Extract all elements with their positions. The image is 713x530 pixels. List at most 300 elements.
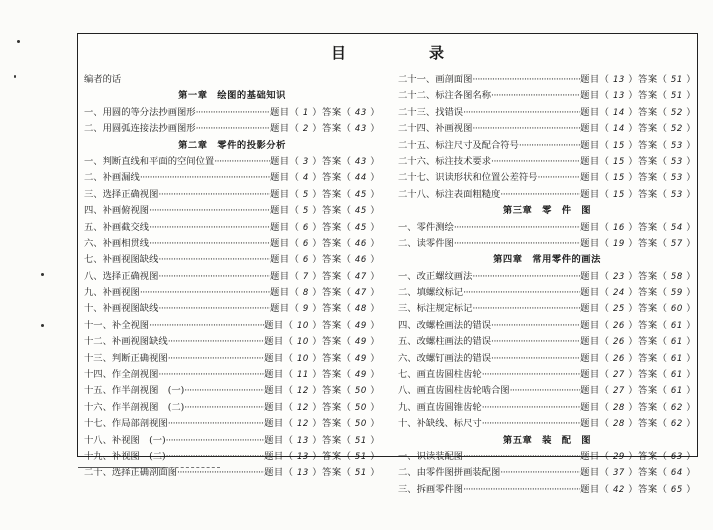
entry-title: 标注尺寸及配合符号 [435, 139, 519, 151]
answer-page: 63 [670, 451, 683, 462]
problem-label: 题目 [264, 319, 284, 331]
dot-leader [491, 318, 580, 334]
answer-label: 答案 [638, 369, 658, 381]
problem-page: 26 [612, 320, 625, 331]
entry-title: 由零件图拼画装配图 [416, 467, 501, 479]
entry-reference: 题目（ 5 ）答案（ 45 ） [269, 205, 380, 217]
entry-reference: 题目（ 12 ）答案（ 50 ） [264, 385, 380, 397]
toc-entry [84, 203, 380, 219]
problem-label: 题目 [269, 188, 290, 200]
toc-entry [398, 220, 696, 236]
answer-label: 答案 [638, 385, 658, 397]
answer-page: 52 [670, 124, 683, 135]
entry-number: 六、 [84, 237, 103, 249]
entry-reference: 题目（ 13 ）答案（ 51 ） [264, 467, 380, 479]
problem-label: 题目 [580, 188, 600, 200]
entry-number: 一、 [84, 155, 103, 167]
answer-page: 53 [670, 173, 683, 184]
entry-reference: 题目（ 23 ）答案（ 58 ） [580, 270, 696, 282]
toc-entry [398, 367, 696, 383]
toc-entry [398, 72, 696, 88]
answer-label: 答案 [638, 139, 658, 151]
answer-page: 50 [354, 419, 367, 430]
entry-reference: 题目（ 16 ）答案（ 54 ） [580, 221, 696, 233]
toc-entry [84, 301, 380, 317]
problem-label: 题目 [264, 401, 284, 413]
toc-entry [84, 252, 380, 268]
answer-label: 答案 [638, 467, 658, 479]
dot-leader [168, 416, 264, 432]
page-title: 目 录 [330, 44, 478, 62]
toc-entry [398, 269, 696, 285]
dot-leader [491, 351, 580, 367]
answer-page: 49 [354, 353, 367, 364]
answer-page: 45 [354, 206, 367, 217]
entry-number: 十八、 [84, 434, 112, 446]
answer-page: 47 [354, 271, 367, 282]
problem-page: 12 [296, 386, 309, 397]
toc-entry [398, 318, 696, 334]
problem-page: 19 [612, 238, 625, 249]
answer-page: 53 [670, 156, 683, 167]
problem-label: 题目 [580, 90, 600, 102]
entry-number: 九、 [398, 401, 417, 413]
entry-title: 补画视图缺线 [102, 254, 159, 266]
problem-label: 题目 [269, 205, 290, 217]
entry-number: 二、 [398, 467, 417, 479]
entry-number: 二十六、 [398, 155, 436, 167]
toc-entry [398, 121, 696, 137]
entry-reference: 题目（ 11 ）答案（ 49 ） [264, 369, 380, 381]
problem-page: 6 [302, 255, 309, 266]
dot-leader [196, 105, 270, 121]
answer-label: 答案 [322, 352, 342, 364]
toc-entry [398, 465, 696, 481]
problem-label: 题目 [580, 155, 600, 167]
dot-leader [166, 449, 264, 465]
entry-title: 标注技术要求 [435, 155, 491, 167]
entry-number: 二、 [398, 287, 417, 299]
problem-page: 10 [296, 337, 309, 348]
problem-page: 13 [296, 468, 309, 479]
dot-leader [463, 482, 580, 498]
problem-label: 题目 [580, 450, 600, 462]
toc-entry [398, 88, 696, 104]
entry-reference: 题目（ 8 ）答案（ 47 ） [269, 287, 380, 299]
problem-page: 9 [302, 304, 309, 315]
entry-number: 十四、 [84, 369, 112, 381]
entry-reference: 题目（ 26 ）答案（ 61 ） [580, 319, 696, 331]
problem-page: 15 [612, 173, 625, 184]
toc-entry [84, 236, 380, 252]
entry-title: 补画相贯线 [102, 237, 150, 249]
entry-number: 四、 [84, 205, 103, 217]
toc-entry [84, 105, 380, 121]
problem-page: 13 [296, 451, 309, 462]
chapter-heading: 第一章 绘图的基础知识 [178, 90, 286, 102]
toc-entry [398, 170, 696, 186]
entry-title: 画直齿圆柱齿轮啮合图 [416, 385, 510, 397]
entry-number: 三、 [398, 483, 417, 495]
answer-label: 答案 [322, 418, 342, 430]
entry-number: 十三、 [84, 352, 112, 364]
entry-reference: 题目（ 10 ）答案（ 49 ） [264, 336, 380, 348]
toc-entry [84, 285, 380, 301]
entry-reference: 题目（ 10 ）答案（ 49 ） [264, 352, 380, 364]
answer-label: 答案 [638, 483, 658, 495]
entry-title: 作全剖视图 [111, 369, 159, 381]
toc-entry [84, 351, 380, 367]
answer-label: 答案 [638, 319, 658, 331]
answer-label: 答案 [322, 467, 342, 479]
entry-title: 作局部剖视图 [111, 418, 168, 430]
entry-title: 补画截交线 [102, 221, 150, 233]
problem-page: 29 [612, 451, 625, 462]
answer-label: 答案 [322, 385, 342, 397]
problem-page: 12 [296, 402, 309, 413]
problem-page: 27 [612, 386, 625, 397]
answer-page: 50 [354, 386, 367, 397]
dot-leader [166, 433, 264, 449]
entry-title: 作半剖视图 (一) [111, 385, 185, 397]
answer-page: 47 [354, 288, 367, 299]
problem-label: 题目 [580, 352, 600, 364]
dot-leader [168, 351, 264, 367]
answer-page: 64 [670, 468, 683, 479]
dot-leader [196, 121, 270, 137]
answer-page: 44 [354, 173, 367, 184]
dot-leader [519, 138, 580, 154]
dot-leader [149, 220, 270, 236]
entry-reference: 题目（ 13 ）答案（ 51 ） [264, 434, 380, 446]
answer-page: 51 [670, 75, 683, 85]
answer-page: 52 [670, 107, 683, 118]
entry-title: 找错误 [435, 106, 464, 118]
answer-page: 61 [670, 337, 683, 348]
entry-reference: 题目（ 12 ）答案（ 50 ） [264, 401, 380, 413]
entry-number: 十、 [398, 418, 417, 430]
answer-page: 57 [670, 238, 683, 249]
entry-reference: 题目（ 6 ）答案（ 46 ） [269, 237, 380, 249]
answer-page: 43 [354, 156, 367, 167]
answer-page: 54 [670, 222, 683, 233]
problem-label: 题目 [264, 336, 284, 348]
entry-reference: 题目（ 13 ）答案（ 51 ） [264, 450, 380, 462]
entry-reference: 题目（ 1 ）答案（ 43 ） [269, 106, 380, 118]
dot-leader [168, 334, 264, 350]
problem-page: 28 [612, 419, 625, 430]
answer-label: 答案 [638, 287, 658, 299]
answer-page: 62 [670, 402, 683, 413]
dot-leader [472, 72, 580, 88]
entry-reference: 题目（ 15 ）答案（ 53 ） [580, 172, 696, 184]
toc-entry [398, 351, 696, 367]
problem-page: 6 [302, 238, 309, 249]
entry-title: 改正螺纹画法 [416, 270, 473, 282]
toc-entry [84, 383, 380, 399]
answer-page: 65 [670, 484, 683, 495]
dot-leader [491, 334, 580, 350]
toc-entry [84, 433, 380, 449]
answer-label: 答案 [322, 188, 342, 200]
dot-leader [537, 170, 580, 186]
problem-page: 27 [612, 370, 625, 381]
answer-label: 答案 [322, 401, 342, 413]
dot-leader [482, 400, 580, 416]
toc-entry [398, 236, 696, 252]
entry-reference: 题目（ 25 ）答案（ 60 ） [580, 303, 696, 315]
toc-entry [398, 154, 696, 170]
entry-title: 用圆弧连接法抄画图形 [102, 123, 196, 135]
toc-entry [84, 220, 380, 236]
answer-page: 61 [670, 386, 683, 397]
entry-number: 三、 [398, 303, 417, 315]
problem-page: 28 [612, 402, 625, 413]
entry-number: 六、 [398, 352, 417, 364]
problem-label: 题目 [580, 221, 600, 233]
entry-number: 二十七、 [398, 172, 436, 184]
entry-title: 补画视图 [102, 287, 140, 299]
problem-label: 题目 [580, 319, 600, 331]
toc-page [77, 33, 698, 495]
dot-leader [158, 367, 264, 383]
problem-label: 题目 [580, 139, 600, 151]
problem-page: 16 [612, 222, 625, 233]
dot-leader [184, 400, 264, 416]
entry-title: 拆画零件图 [416, 483, 464, 495]
entry-number: 九、 [84, 287, 103, 299]
bottom-rule-dashed [160, 467, 220, 468]
entry-reference: 题目（ 13 ）答案（ 51 ） [580, 74, 696, 85]
problem-label: 题目 [580, 106, 600, 118]
answer-page: 45 [354, 222, 367, 233]
problem-page: 15 [612, 156, 625, 167]
entry-title: 选择正确剖面图 [111, 467, 177, 479]
problem-page: 15 [612, 189, 625, 200]
entry-title: 标注表面粗糙度 [435, 188, 501, 200]
problem-label: 题目 [264, 450, 284, 462]
entry-title: 读零件图 [416, 237, 454, 249]
problem-page: 10 [296, 320, 309, 331]
scan-speck [41, 324, 44, 327]
toc-entry [84, 416, 380, 432]
answer-page: 53 [670, 140, 683, 151]
problem-label: 题目 [580, 467, 600, 479]
problem-page: 37 [612, 468, 625, 479]
problem-label: 题目 [269, 303, 290, 315]
answer-page: 48 [354, 304, 367, 315]
toc-entry [84, 334, 380, 350]
entry-number: 二十五、 [398, 139, 436, 151]
answer-label: 答案 [322, 270, 342, 282]
entry-number: 十二、 [84, 336, 112, 348]
answer-label: 答案 [322, 221, 342, 233]
entry-reference: 题目（ 14 ）答案（ 52 ） [580, 106, 696, 118]
answer-page: 61 [670, 370, 683, 381]
entry-number: 二、 [84, 172, 103, 184]
scan-speck [14, 75, 16, 78]
problem-page: 7 [302, 271, 309, 282]
answer-label: 答案 [322, 369, 342, 381]
entry-title: 补画视图缺线 [102, 303, 159, 315]
entry-title: 标注规定标记 [416, 303, 473, 315]
dot-leader [472, 269, 580, 285]
problem-page: 13 [296, 435, 309, 446]
answer-page: 51 [354, 451, 367, 462]
entry-number: 一、 [398, 450, 417, 462]
answer-page: 43 [354, 107, 367, 118]
entry-number: 二十四、 [398, 123, 436, 135]
entry-number: 十九、 [84, 450, 112, 462]
dot-leader [454, 220, 580, 236]
toc-entry [398, 105, 696, 121]
entry-reference: 题目（ 37 ）答案（ 64 ） [580, 467, 696, 479]
entry-reference: 题目（ 24 ）答案（ 59 ） [580, 287, 696, 299]
problem-page: 42 [612, 484, 625, 495]
toc-right-column [398, 72, 696, 498]
problem-label: 题目 [269, 172, 290, 184]
entry-number: 二、 [398, 237, 417, 249]
toc-entry [84, 269, 380, 285]
toc-entry [84, 154, 380, 170]
entry-number: 二、 [84, 123, 103, 135]
problem-label: 题目 [580, 287, 600, 299]
problem-label: 题目 [269, 254, 290, 266]
entry-reference: 题目（ 10 ）答案（ 49 ） [264, 319, 380, 331]
problem-page: 1 [302, 107, 309, 118]
problem-label: 题目 [580, 123, 600, 135]
entry-number: 一、 [398, 270, 417, 282]
entry-number: 三、 [84, 188, 103, 200]
entry-reference: 题目（ 42 ）答案（ 65 ） [580, 483, 696, 495]
entry-reference: 题目（ 15 ）答案（ 53 ） [580, 155, 696, 167]
entry-number: 八、 [398, 385, 417, 397]
problem-page: 12 [296, 419, 309, 430]
entry-reference: 题目（ 29 ）答案（ 63 ） [580, 450, 696, 462]
toc-entry [84, 400, 380, 416]
entry-number: 二十三、 [398, 106, 436, 118]
chapter-heading: 第五章 装 配 图 [502, 434, 592, 446]
toc-entry [398, 482, 696, 498]
entry-reference: 题目（ 9 ）答案（ 48 ） [269, 303, 380, 315]
entry-title: 识读形状和位置公差符号 [435, 172, 538, 184]
problem-label: 题目 [580, 483, 600, 495]
answer-label: 答案 [322, 205, 342, 217]
problem-label: 题目 [580, 172, 600, 184]
answer-label: 答案 [322, 303, 342, 315]
answer-label: 答案 [322, 287, 342, 299]
answer-page: 45 [354, 189, 367, 200]
answer-label: 答案 [638, 352, 658, 364]
dot-leader [158, 301, 270, 317]
entry-number: 二十二、 [398, 90, 436, 102]
answer-page: 46 [354, 238, 367, 249]
answer-label: 答案 [638, 172, 658, 184]
entry-title: 判断直线和平面的空间位置 [102, 155, 215, 167]
problem-page: 24 [612, 288, 625, 299]
problem-label: 题目 [269, 106, 290, 118]
answer-label: 答案 [322, 172, 342, 184]
entry-number: 五、 [84, 221, 103, 233]
toc-entry [398, 449, 696, 465]
dot-leader [140, 170, 270, 186]
entry-reference: 题目（ 26 ）答案（ 61 ） [580, 336, 696, 348]
entry-title: 判断正确视图 [111, 352, 168, 364]
answer-page: 50 [354, 402, 367, 413]
problem-page: 2 [302, 124, 309, 135]
entry-title: 补画漏线 [102, 172, 140, 184]
scan-speck [41, 273, 44, 276]
entry-title: 补画视图 [435, 123, 473, 135]
dot-leader [463, 105, 580, 121]
entry-number: 十一、 [84, 319, 112, 331]
problem-page: 26 [612, 337, 625, 348]
entry-number: 一、 [84, 106, 103, 118]
answer-label: 答案 [322, 336, 342, 348]
answer-label: 答案 [638, 270, 658, 282]
entry-title: 画剖面图 [435, 74, 473, 85]
problem-page: 14 [612, 124, 625, 135]
entry-reference: 题目（ 15 ）答案（ 53 ） [580, 139, 696, 151]
entry-reference: 题目（ 6 ）答案（ 45 ） [269, 221, 380, 233]
answer-label: 答案 [638, 237, 658, 249]
dot-leader [482, 367, 580, 383]
entry-number: 十五、 [84, 385, 112, 397]
problem-label: 题目 [580, 418, 600, 430]
answer-page: 46 [354, 255, 367, 266]
problem-label: 题目 [580, 237, 600, 249]
entry-reference: 题目（ 28 ）答案（ 62 ） [580, 401, 696, 413]
entry-title: 选择正确视图 [102, 270, 159, 282]
problem-page: 10 [296, 353, 309, 364]
answer-label: 答案 [322, 254, 342, 266]
problem-page: 11 [296, 370, 309, 381]
answer-page: 51 [354, 468, 367, 479]
entry-title: 画直齿圆柱齿轮 [416, 369, 482, 381]
toc-entry [84, 318, 380, 334]
entry-title: 画直齿圆锥齿轮 [416, 401, 482, 413]
entry-title: 标注各图名称 [435, 90, 491, 102]
dot-leader [500, 187, 580, 203]
entry-reference: 题目（ 13 ）答案（ 51 ） [580, 90, 696, 102]
entry-title: 补画视图缺线 [111, 336, 168, 348]
dot-leader [158, 269, 270, 285]
entry-title: 改螺钉画法的错误 [416, 352, 491, 364]
answer-label: 答案 [638, 74, 658, 85]
answer-page: 51 [670, 91, 683, 102]
chapter-heading: 第三章 零 件 图 [502, 205, 592, 217]
dot-leader [491, 88, 580, 104]
entry-title: 补视图 (一) [111, 434, 166, 446]
entry-reference: 题目（ 7 ）答案（ 47 ） [269, 270, 380, 282]
answer-label: 答案 [638, 303, 658, 315]
scan-speck [17, 40, 20, 43]
entry-title: 补全视图 [111, 319, 150, 331]
problem-page: 25 [612, 304, 625, 315]
toc-entry [398, 400, 696, 416]
dot-leader [482, 416, 580, 432]
entry-reference: 题目（ 19 ）答案（ 57 ） [580, 237, 696, 249]
problem-label: 题目 [269, 155, 290, 167]
problem-page: 13 [612, 75, 625, 85]
problem-label: 题目 [269, 221, 290, 233]
bottom-rule [78, 467, 168, 468]
answer-label: 答案 [322, 106, 342, 118]
problem-label: 题目 [264, 369, 284, 381]
dot-leader [140, 285, 270, 301]
problem-page: 5 [302, 206, 309, 217]
problem-label: 题目 [580, 270, 600, 282]
